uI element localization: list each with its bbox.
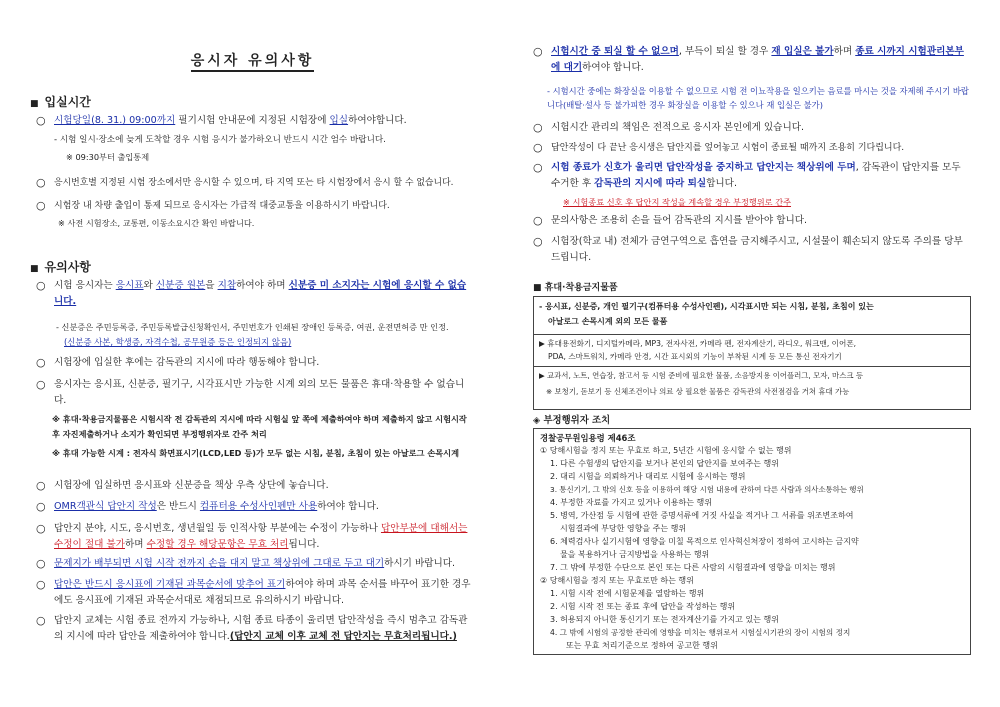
bullet-no-leaving: ○ 시험시간 중 퇴실 할 수 없으며, 부득이 퇴실 할 경우 재 입실은 불가하며 종료 시까지 시험관리본부에 대기하여야 합니다. (533, 45, 964, 73)
law-title: 경찰공무원임용령 제46조 (540, 433, 636, 443)
note-end-signal-fraud: ※ 시험종료 신호 후 답안지 작성을 계속할 경우 부정행위로 간주 (563, 197, 792, 207)
section-heading-entry: ■ 입실시간 (30, 95, 91, 109)
bullet-follow-proctor: ○ 시험장에 입실한 후에는 감독관의 지시에 따라 행동해야 합니다. (36, 356, 320, 369)
banned-item-exception: ※ 보청기, 돋보기 등 신체조건이나 의료 상 필요한 물품은 감독관의 사전점검을 거쳐 휴대 가능 (546, 387, 850, 396)
bullet-wait-paper: ○ 문제지가 배부되면 시험 시작 전까지 손을 대지 말고 책상위에 그대로 두고 대기하시기 바랍니다. (36, 557, 456, 570)
fraud-heading: ◈ 부정행위자 조치 (533, 415, 611, 426)
banned-item-books: ▶ 교과서, 노트, 연습장, 참고서 등 시험 준비에 필요한 물품, 소음방지용 이어플러그, 모자, 마스크 등 (539, 371, 863, 380)
law-item: 7. 그 밖에 부정한 수단으로 본인 또는 다른 사람의 시험결과에 영향을 미치는 행위 (550, 563, 836, 572)
law-item: 3. 통신기기, 그 밖의 신호 등을 이용하여 해당 시험 내용에 관하여 다른 사람과 의사소통하는 행위 (550, 485, 864, 494)
law-item: 시험결과에 부당한 영향을 주는 행위 (560, 524, 687, 533)
law-item: 4. 부정한 자료를 가지고 있거나 이용하는 행위 (550, 498, 712, 507)
circle-bullet-icon: ○ (36, 557, 46, 570)
banned-items-box (533, 296, 971, 410)
note-entry-control: ※ 09:30부터 출입통제 (66, 152, 150, 162)
law-item: 1. 다른 수험생의 답안지를 보거나 본인의 답안지를 보여주는 행위 (550, 459, 779, 468)
law-item: 3. 허용되지 아니한 통신기기 또는 전자계산기를 가지고 있는 행위 (550, 615, 779, 624)
bullet-place-id: ○ 시험장에 입실하면 응시표와 신분증을 책상 우측 상단에 놓습니다. (36, 479, 329, 492)
circle-bullet-icon: ○ (533, 141, 543, 154)
banned-items-line2: 아날로그 손목시계 외의 모든 물품 (548, 317, 668, 326)
circle-bullet-icon: ○ (533, 235, 543, 248)
law-item: 4. 그 밖에 시험의 공정한 관리에 영향을 미치는 행위로서 시험실시기관의 장이 시험의 정지 (550, 628, 851, 637)
circle-bullet-icon: ○ (36, 522, 46, 535)
banned-item-electronics: ▶ 휴대용전화기, 디지털카메라, MP3, 전자사전, 카메라 펜, 전자계산기, 라디오, 워크맨, 이어폰, (539, 339, 857, 348)
sub-late-arrival: - 시험 일시·장소에 늦게 도착할 경우 시험 응시가 불가하오니 반드시 시간 엄수 바랍니다. (54, 135, 386, 145)
bullet-no-smoking: ○ 시험장(학교 내) 전체가 금연구역으로 흡연을 금지해주시고, 시설물이 훼손되지 않도록 주의를 당부 드립니다. (533, 235, 963, 263)
banned-items-heading: ■ 휴대·착용금지물품 (533, 283, 618, 293)
circle-bullet-icon: ○ (36, 578, 46, 591)
banned-item-electronics-cont: PDA, 스마트워치, 카메라 안경, 시간 표시외의 기능이 부착된 시계 등 모든 통신 전자기기 (548, 352, 842, 361)
bullet-traffic: ○ 시험장 내 차량 출입이 통제 되므로 응시자는 가급적 대중교통을 이용하시기 바랍니다. (36, 199, 390, 212)
bullet-end-signal: ○ 시험 종료가 신호가 울리면 답안작성을 중지하고 답안지는 책상위에 두며, 감독관이 답안지를 모두 수거한 후 감독관의 지시에 따라 퇴실합니다. (533, 161, 961, 189)
sub-valid-ids: - 신분증은 주민등록증, 주민등록발급신청확인서, 주민번호가 인쇄된 장애인 등록증, 여권, 운전면허증 만 인정. (56, 322, 449, 332)
circle-bullet-icon: ○ (36, 356, 46, 369)
page-title: 응시자 유의사항 (30, 50, 475, 70)
divider (534, 334, 970, 335)
note-check-route: ※ 사전 시험장소, 교통편, 이동소요시간 확인 바랍니다. (58, 218, 255, 228)
circle-bullet-icon: ○ (36, 114, 46, 127)
circle-bullet-icon: ○ (533, 45, 543, 58)
law-item: ② 당해시험을 정지 또는 무효로만 하는 행위 (540, 576, 694, 585)
circle-bullet-icon: ○ (36, 176, 46, 189)
divider (534, 366, 970, 367)
note-allowed-watch: ※ 휴대 가능한 시계 : 전자식 화면표시기(LCD,LED 등)가 모두 없는 시침, 분침, 초침이 있는 아날로그 손목시계 (52, 448, 459, 458)
sub-restroom: - 시험시간 중에는 화장실을 이용할 수 없으므로 시험 전 이뇨작용을 일으키는 음료를 마시는 것을 자제해 주시기 바랍니다(배탈·설사 등 불가피한 경우 화장실을 이용할 수 있으나 재 입실은 불가) (547, 86, 969, 110)
circle-bullet-icon: ○ (36, 199, 46, 212)
bullet-id-required: ○ 시험 응시자는 응시표와 신분증 원본을 지참하여야 하며 신분증 미 소지자는 시험에 응시할 수 없습니다. (36, 279, 467, 307)
fraud-law-box (533, 428, 971, 655)
bullet-time-responsibility: ○ 시험시간 관리의 책임은 전적으로 응시자 본인에게 있습니다. (533, 121, 805, 134)
square-bullet-icon: ■ (30, 264, 39, 274)
circle-bullet-icon: ○ (36, 500, 46, 513)
law-item: 또는 무효 처리기준으로 정하여 공고한 행위 (566, 641, 718, 650)
bullet-entry-time: ○ 시험당일(8. 31.) 09:00까지 필기시험 안내문에 지정된 시험장에 입실하여야합니다. (36, 114, 407, 127)
law-item: ① 당해시험을 정지 또는 무효로 하고, 5년간 시험에 응시할 수 없는 행위 (540, 446, 792, 455)
law-item: 6. 체력검사나 실기시험에 영향을 미칠 목적으로 인사혁신처장이 정하여 고시하는 금지약 (550, 537, 859, 546)
bullet-no-correction: ○ 답안지 분야, 시도, 응시번호, 생년월일 등 인적사항 부분에는 수정이 가능하나 답안부분에 대해서는 수정이 절대 불가하며 수정할 경우 해당문항은 무효 처리됩니다. (36, 522, 468, 550)
note-banned-items: ※ 휴대·착용금지물품은 시험시작 전 감독관의 지시에 따라 시험실 앞 쪽에 제출하여야 하며 제출하지 않고 시험시작 후 자진제출하거나 소지가 확인되면 부정행위자로 간주 처리 (52, 414, 467, 439)
circle-bullet-icon: ○ (533, 121, 543, 134)
law-item: 물을 복용하거나 금지방법을 사용하는 행위 (560, 550, 710, 559)
bullet-assigned-site: ○ 응시번호별 지정된 시험 장소에서만 응시할 수 있으며, 타 지역 또는 타 시험장에서 응시 할 수 없습니다. (36, 176, 454, 189)
law-item: 1. 시험 시작 전에 시험문제를 열람하는 행위 (550, 589, 705, 598)
bullet-allowed-items: ○ 응시자는 응시표, 신분증, 필기구, 시각표시만 가능한 시계 외의 모든 물품은 휴대·착용할 수 없습니다. (36, 378, 465, 406)
square-bullet-icon: ■ (30, 99, 39, 109)
circle-bullet-icon: ○ (533, 214, 543, 227)
law-item: 5. 병역, 가산점 등 시험에 관한 증명서류에 거짓 사실을 적거나 그 서류를 위조변조하여 (550, 511, 854, 520)
banned-items-line1: - 응시표, 신분증, 개인 필기구(컴퓨터용 수성사인펜), 시각표시만 되는 시침, 분침, 초침이 있는 (539, 302, 874, 311)
bullet-questions: ○ 문의사항은 조용히 손을 들어 감독관의 지시를 받아야 합니다. (533, 214, 808, 227)
sub-invalid-ids: (신분증 사본, 학생증, 자격수첩, 공무원증 등은 인정되지 않음) (64, 337, 292, 347)
circle-bullet-icon: ○ (36, 614, 46, 627)
circle-bullet-icon: ○ (36, 378, 46, 391)
bullet-finished-wait: ○ 답안작성이 다 끝난 응시생은 답안지를 엎어놓고 시험이 종료될 때까지 조용히 기다립니다. (533, 141, 905, 154)
section-heading-cautions: ■ 유의사항 (30, 260, 91, 274)
circle-bullet-icon: ○ (36, 279, 46, 292)
law-item: 2. 대리 시험을 의뢰하거나 대리로 시험에 응시하는 행위 (550, 472, 746, 481)
bullet-subject-order: ○ 답안은 반드시 응시표에 기재된 과목순서에 맞추어 표기하여야 하며 과목 순서를 바꾸어 표기한 경우에도 응시표에 기재된 과목순서대로 채점되므로 유의하시기 바랍니다. (36, 578, 471, 606)
bullet-sheet-replace: ○ 답안지 교체는 시험 종료 전까지 가능하나, 시험 종료 타종이 울리면 답안작성을 즉시 멈추고 감독관의 지시에 따라 답안을 제출하여야 합니다.(답안지 교체 이후 교체 전 답안지는 무효처리됩니다.) (36, 614, 468, 642)
law-item: 2. 시험 시작 전 또는 종료 후에 답안을 작성하는 행위 (550, 602, 736, 611)
bullet-omr-pen: ○ OMR객관식 답안지 작성은 반드시 컴퓨터용 수성사인펜만 사용하여야 합니다. (36, 500, 379, 513)
circle-bullet-icon: ○ (533, 161, 543, 174)
circle-bullet-icon: ○ (36, 479, 46, 492)
